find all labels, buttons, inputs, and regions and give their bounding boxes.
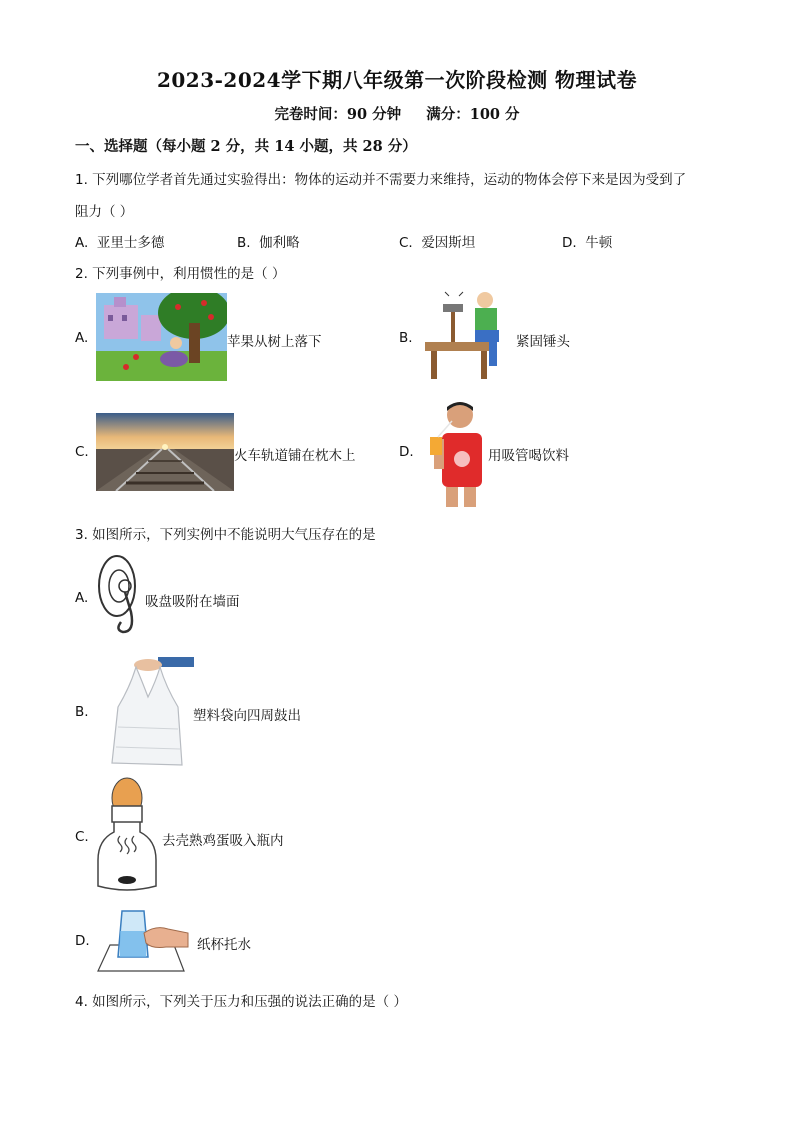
- q2-option-a-letter[interactable]: A.: [75, 330, 89, 346]
- q1-stem-line2: 阻力（ ）: [75, 204, 134, 220]
- q2-option-d-caption: 用吸管喝饮料: [488, 448, 569, 464]
- q1-stem-line1: 1. 下列哪位学者首先通过实验得出：物体的运动并不需要力来维持，运动的物体会停下来是因为受到了: [75, 172, 687, 188]
- q2-stem: 2. 下列事例中，利用惯性的是（ ）: [75, 266, 286, 282]
- q2-option-c-letter[interactable]: C.: [75, 444, 89, 460]
- exam-time: 完卷时间：90 分钟: [274, 106, 402, 123]
- q1-option-d[interactable]: D. 牛顿: [562, 235, 613, 251]
- q3-option-b-caption: 塑料袋向四周鼓出: [193, 708, 301, 724]
- exam-score: 满分：100 分: [426, 106, 520, 123]
- boy-drinking-image: [426, 399, 488, 507]
- cup-water-image: [96, 903, 192, 973]
- q2-option-a-caption: 苹果从树上落下: [227, 334, 322, 350]
- q4-stem: 4. 如图所示，下列关于压力和压强的说法正确的是（ ）: [75, 994, 407, 1010]
- q3-option-a-caption: 吸盘吸附在墙面: [145, 594, 240, 610]
- egg-bottle-image: [96, 776, 158, 894]
- page-title: 2023-2024学下期八年级第一次阶段检测 物理试卷: [156, 68, 638, 92]
- apple-tree-image: [96, 293, 227, 381]
- q3-option-a-letter[interactable]: A.: [75, 590, 89, 606]
- q2-option-b-letter[interactable]: B.: [399, 330, 413, 346]
- q3-option-d-caption: 纸杯托水: [197, 937, 251, 953]
- suction-cup-image: [95, 552, 147, 638]
- q1-option-a[interactable]: A. 亚里士多德: [75, 235, 165, 251]
- exam-info: [0, 103, 794, 124]
- q2-option-c-caption: 火车轨道铺在枕木上: [234, 448, 356, 464]
- q3-option-b-letter[interactable]: B.: [75, 704, 89, 720]
- q2-option-d-letter[interactable]: D.: [399, 444, 414, 460]
- section-heading: 一、选择题（每小题 2 分，共 14 小题，共 28 分）: [75, 138, 417, 155]
- hammer-bench-image: [423, 290, 516, 382]
- q3-option-c-letter[interactable]: C.: [75, 829, 89, 845]
- q3-option-d-letter[interactable]: D.: [75, 933, 90, 949]
- q3-option-c-caption: 去壳熟鸡蛋吸入瓶内: [162, 833, 284, 849]
- plastic-bag-image: [108, 657, 194, 767]
- q1-option-c[interactable]: C. 爱因斯坦: [399, 235, 476, 251]
- railway-track-image: [96, 413, 234, 491]
- q1-option-b[interactable]: B. 伽利略: [237, 235, 300, 251]
- q3-stem: 3. 如图所示，下列实例中不能说明大气压存在的是: [75, 527, 376, 543]
- q2-option-b-caption: 紧固锤头: [516, 334, 570, 350]
